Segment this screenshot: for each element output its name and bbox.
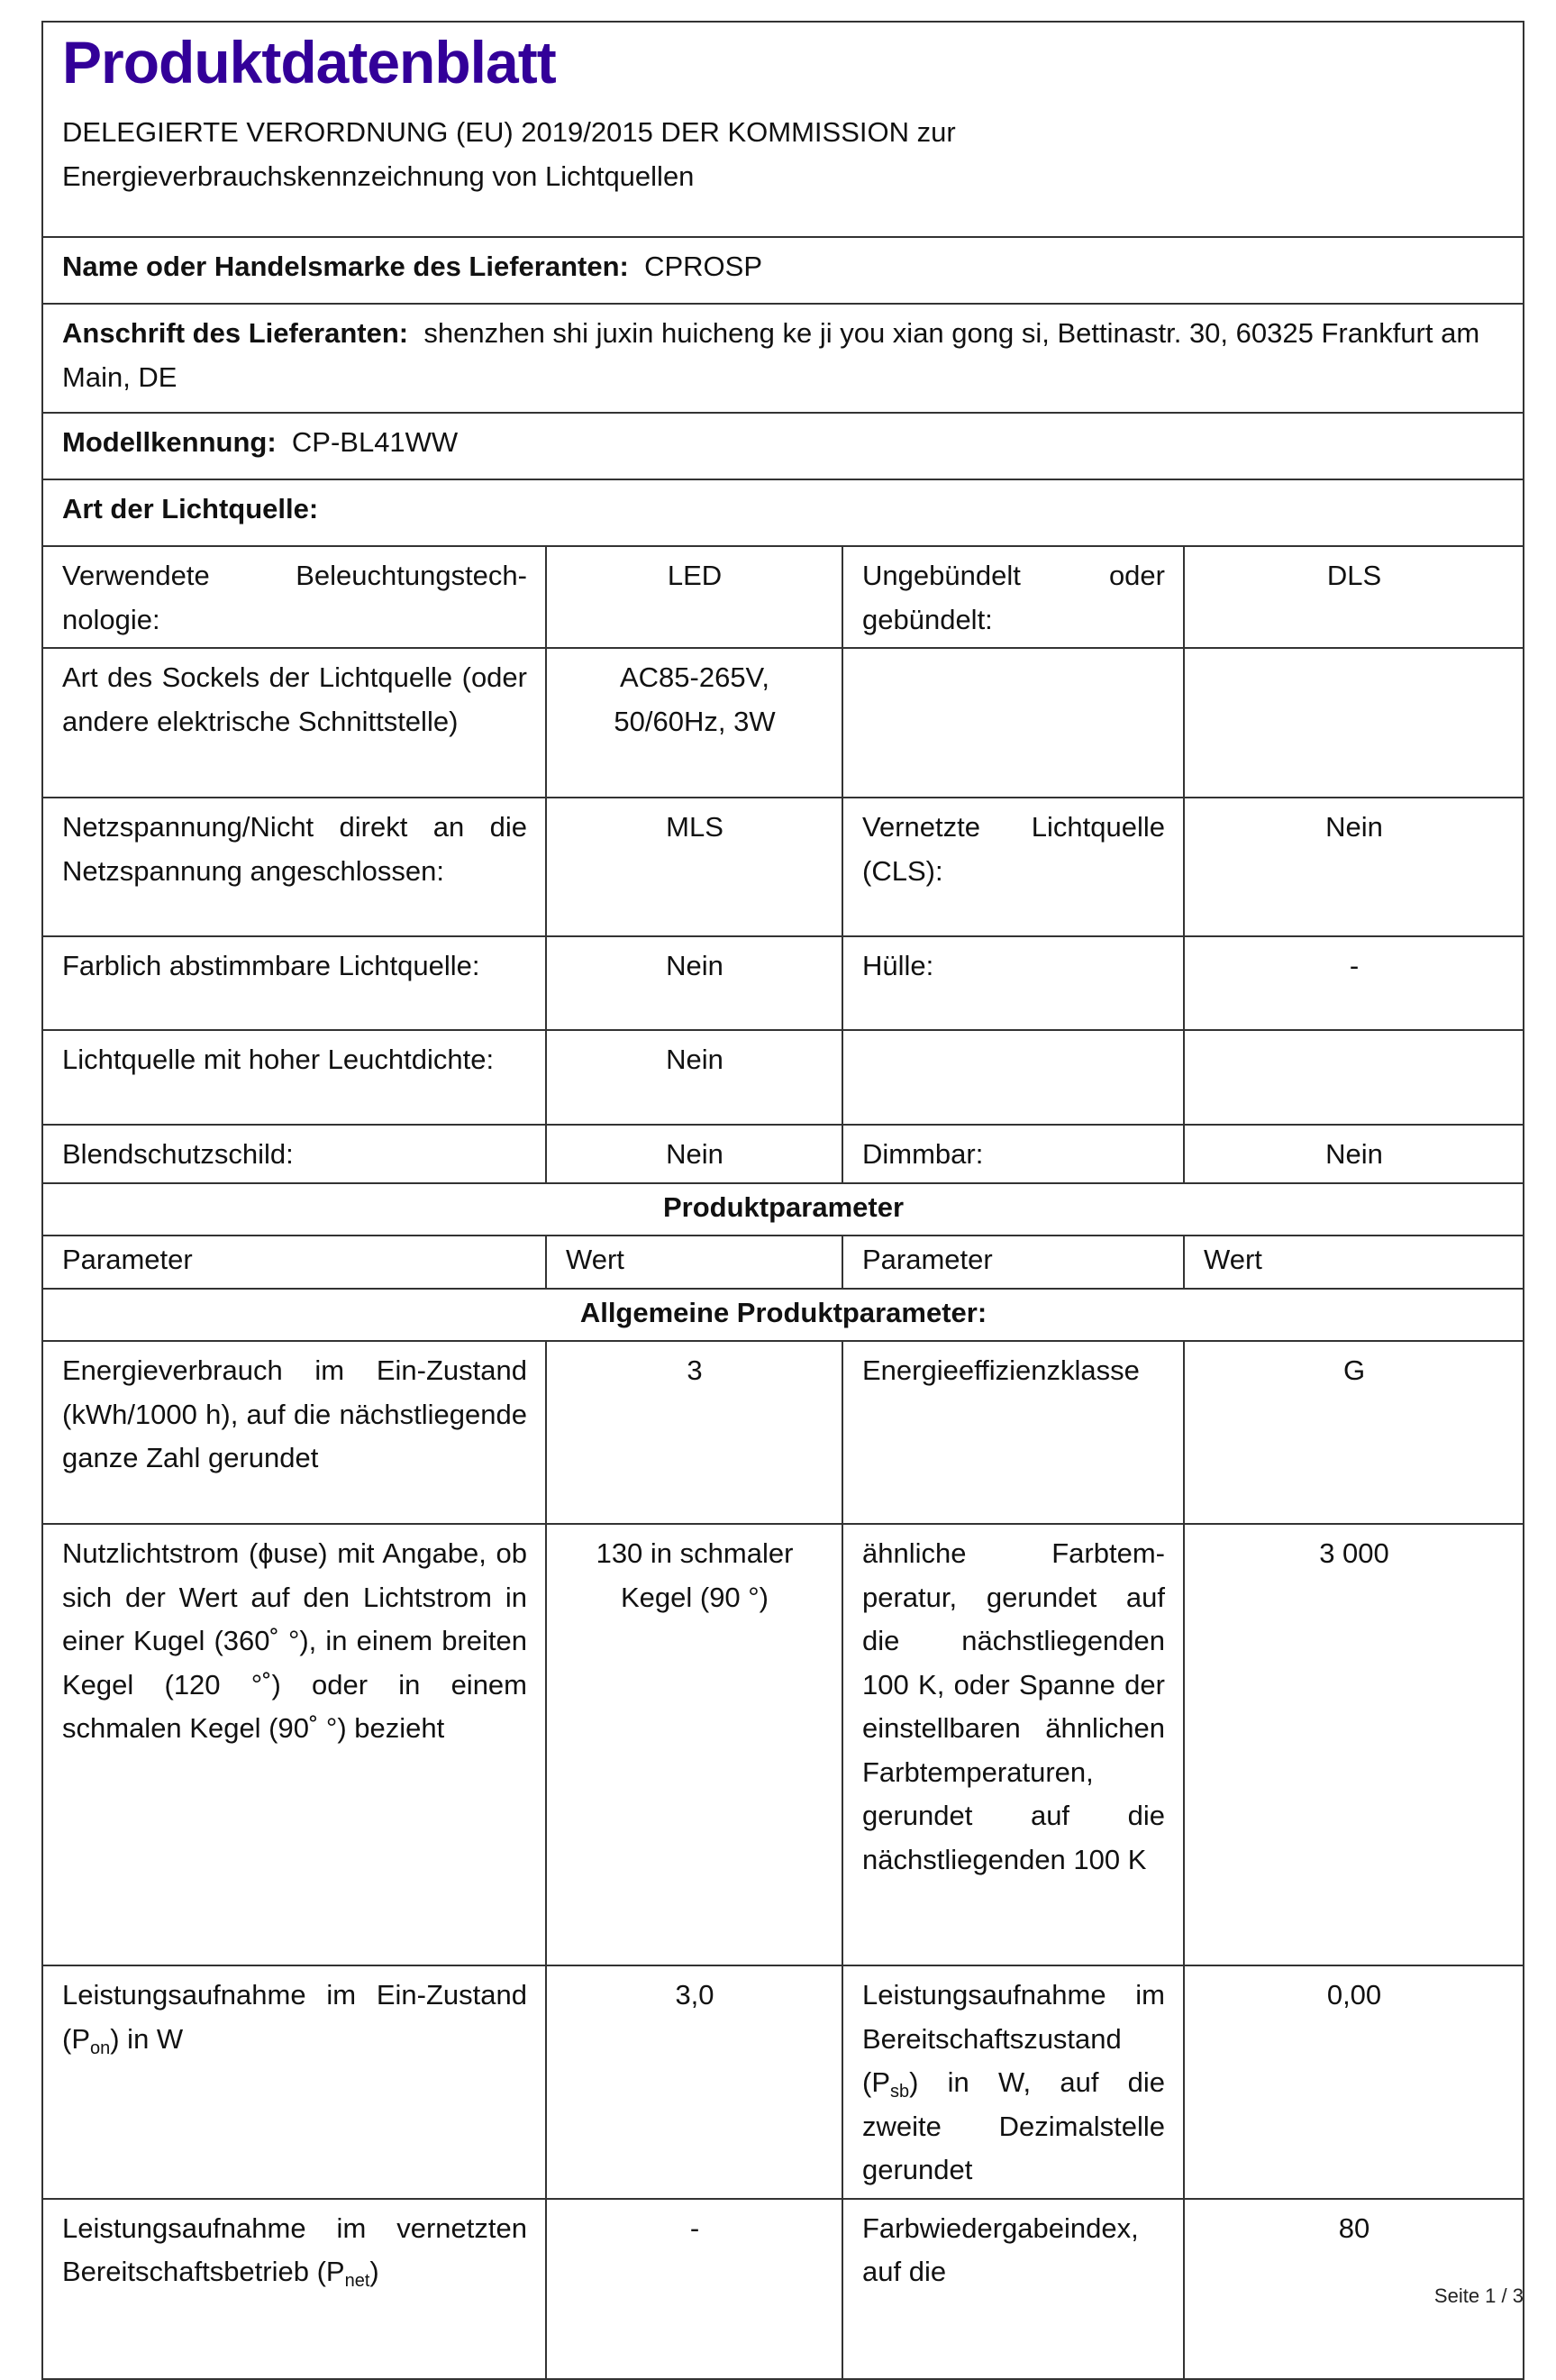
label-subscript: on bbox=[90, 2038, 111, 2058]
type-row bbox=[42, 648, 1524, 798]
label-text: ) in W bbox=[110, 2022, 184, 2055]
product-datasheet bbox=[41, 21, 1523, 2291]
supplier-address-value: shenzhen shi juxin huicheng ke ji you xian gong si, Bettinastr. 30, 60325 Frankfurt am Main, DE bbox=[62, 317, 1480, 393]
param-value: 130 in schmaler Kegel (90 °) bbox=[546, 1524, 842, 1965]
regulation-line-1: DELEGIERTE VERORDNUNG (EU) 2019/2015 DER KOMMISSION zur bbox=[62, 116, 956, 148]
supplier-name-value: CPROSP bbox=[644, 251, 762, 282]
param-label: Netzspannung/Nicht direkt an die Netzspannung angeschlossen: bbox=[42, 798, 546, 936]
regulation-line-2: Energieverbrauchskennzeichnung von Lichtquellen bbox=[62, 160, 695, 192]
type-row bbox=[42, 546, 1524, 648]
param-value bbox=[1184, 1030, 1524, 1125]
param-value: G bbox=[1184, 1341, 1524, 1524]
header-row bbox=[42, 22, 1524, 237]
param-label: Art des Sockels der Lichtquelle (oder andere elektrische Schnittstelle) bbox=[42, 648, 546, 798]
param-label bbox=[842, 1965, 1184, 2199]
param-value: 3,0 bbox=[546, 1965, 842, 2199]
param-value: LED bbox=[546, 546, 842, 648]
product-parameters-heading-row bbox=[42, 1183, 1524, 1236]
column-header-parameter: Parameter bbox=[42, 1236, 546, 1289]
param-row-power-on bbox=[42, 1965, 1524, 2199]
datasheet-table bbox=[41, 21, 1524, 2380]
type-row bbox=[42, 936, 1524, 1030]
param-value: MLS bbox=[546, 798, 842, 936]
param-label: Dimmbar: bbox=[842, 1125, 1184, 1183]
param-label bbox=[842, 1030, 1184, 1125]
param-label: Blendschutzschild: bbox=[42, 1125, 546, 1183]
param-value: AC85-265V, 50/60Hz, 3W bbox=[546, 648, 842, 798]
param-value: 3 bbox=[546, 1341, 842, 1524]
column-header-value: Wert bbox=[1184, 1236, 1524, 1289]
label-subscript: net bbox=[344, 2271, 370, 2291]
light-source-type-row bbox=[42, 479, 1524, 546]
param-label bbox=[42, 1965, 546, 2199]
param-row bbox=[42, 1341, 1524, 1524]
type-row bbox=[42, 1125, 1524, 1183]
param-label: Lichtquelle mit hoher Leuchtdichte: bbox=[42, 1030, 546, 1125]
model-row bbox=[42, 413, 1524, 479]
param-value: 0,00 bbox=[1184, 1965, 1524, 2199]
param-value: - bbox=[546, 2199, 842, 2379]
param-value: Nein bbox=[546, 1030, 842, 1125]
param-label: Farbwiedergabeindex, auf die bbox=[842, 2199, 1184, 2379]
param-label: Energieverbrauch im Ein-Zustand (kWh/1000 h), auf die nächstliegende ganze Zahl gerundet bbox=[42, 1341, 546, 1524]
general-parameters-heading: Allgemeine Produktparameter: bbox=[42, 1289, 1524, 1342]
param-value: DLS bbox=[1184, 546, 1524, 648]
param-value: - bbox=[1184, 936, 1524, 1030]
param-value: Nein bbox=[546, 1125, 842, 1183]
page-number: Seite 1 / 3 bbox=[1433, 2284, 1524, 2307]
param-label: Hülle: bbox=[842, 936, 1184, 1030]
light-source-type-label: Art der Lichtquelle: bbox=[42, 479, 1524, 546]
param-label: Energieeffizienzklasse bbox=[842, 1341, 1184, 1524]
label-text: ) in W, auf die zweite Dezimalstelle gerundet bbox=[862, 2066, 1165, 2185]
label-text: Leistungsaufnahme im Ein-Zustand (P bbox=[62, 1979, 527, 2055]
param-label: Verwendete Beleuchtungstechnologie: bbox=[42, 546, 546, 648]
param-label bbox=[842, 648, 1184, 798]
param-value: Nein bbox=[1184, 798, 1524, 936]
param-row-power-net bbox=[42, 2199, 1524, 2379]
param-label bbox=[42, 2199, 546, 2379]
param-label: Vernetzte Lichtquelle (CLS): bbox=[842, 798, 1184, 936]
param-row bbox=[42, 1524, 1524, 1965]
param-label: Nutzlichtstrom (ɸuse) mit Angabe, ob sich der Wert auf den Lichtstrom in einer Kugel (360˚ °), in einem breiten Kegel (120 °˚) oder in einem schmalen Kegel (90˚ °) bezieht bbox=[42, 1524, 546, 1965]
param-value: 80 bbox=[1184, 2199, 1524, 2379]
param-value bbox=[1184, 648, 1524, 798]
supplier-address-row bbox=[42, 304, 1524, 413]
column-header-parameter: Parameter bbox=[842, 1236, 1184, 1289]
product-parameters-heading: Produktparameter bbox=[42, 1183, 1524, 1236]
param-value: Nein bbox=[546, 936, 842, 1030]
type-row bbox=[42, 798, 1524, 936]
column-header-row bbox=[42, 1236, 1524, 1289]
label-text: Leistungsaufnahme im Bereitschaftszustand (P bbox=[862, 1979, 1165, 2098]
supplier-name-row bbox=[42, 237, 1524, 304]
param-value: Nein bbox=[1184, 1125, 1524, 1183]
supplier-address-label: Anschrift des Lieferanten: bbox=[62, 317, 409, 349]
model-value: CP-BL41WW bbox=[291, 426, 459, 458]
type-row bbox=[42, 1030, 1524, 1125]
param-label: Ungebündelt oder gebündelt: bbox=[842, 546, 1184, 648]
general-parameters-heading-row bbox=[42, 1289, 1524, 1342]
label-text: ) bbox=[369, 2256, 379, 2287]
param-label: ähnliche Farbtemperatur, gerundet auf die nächstliegenden 100 K, oder Spanne der einstellbaren ähnlichen Farbtemperaturen, gerundet auf die nächstliegenden 100 K bbox=[842, 1524, 1184, 1965]
model-label: Modellkennung: bbox=[62, 426, 277, 458]
param-value: 3 000 bbox=[1184, 1524, 1524, 1965]
column-header-value: Wert bbox=[546, 1236, 842, 1289]
label-text: Leistungsaufnahme im vernetzten Bereitschaftsbetrieb (P bbox=[62, 2211, 527, 2287]
supplier-name-label: Name oder Handelsmarke des Lieferanten: bbox=[62, 251, 629, 282]
label-subscript: sb bbox=[890, 2082, 910, 2102]
param-label: Farblich abstimmbare Lichtquelle: bbox=[42, 936, 546, 1030]
page-title: Produktdatenblatt bbox=[62, 29, 556, 96]
